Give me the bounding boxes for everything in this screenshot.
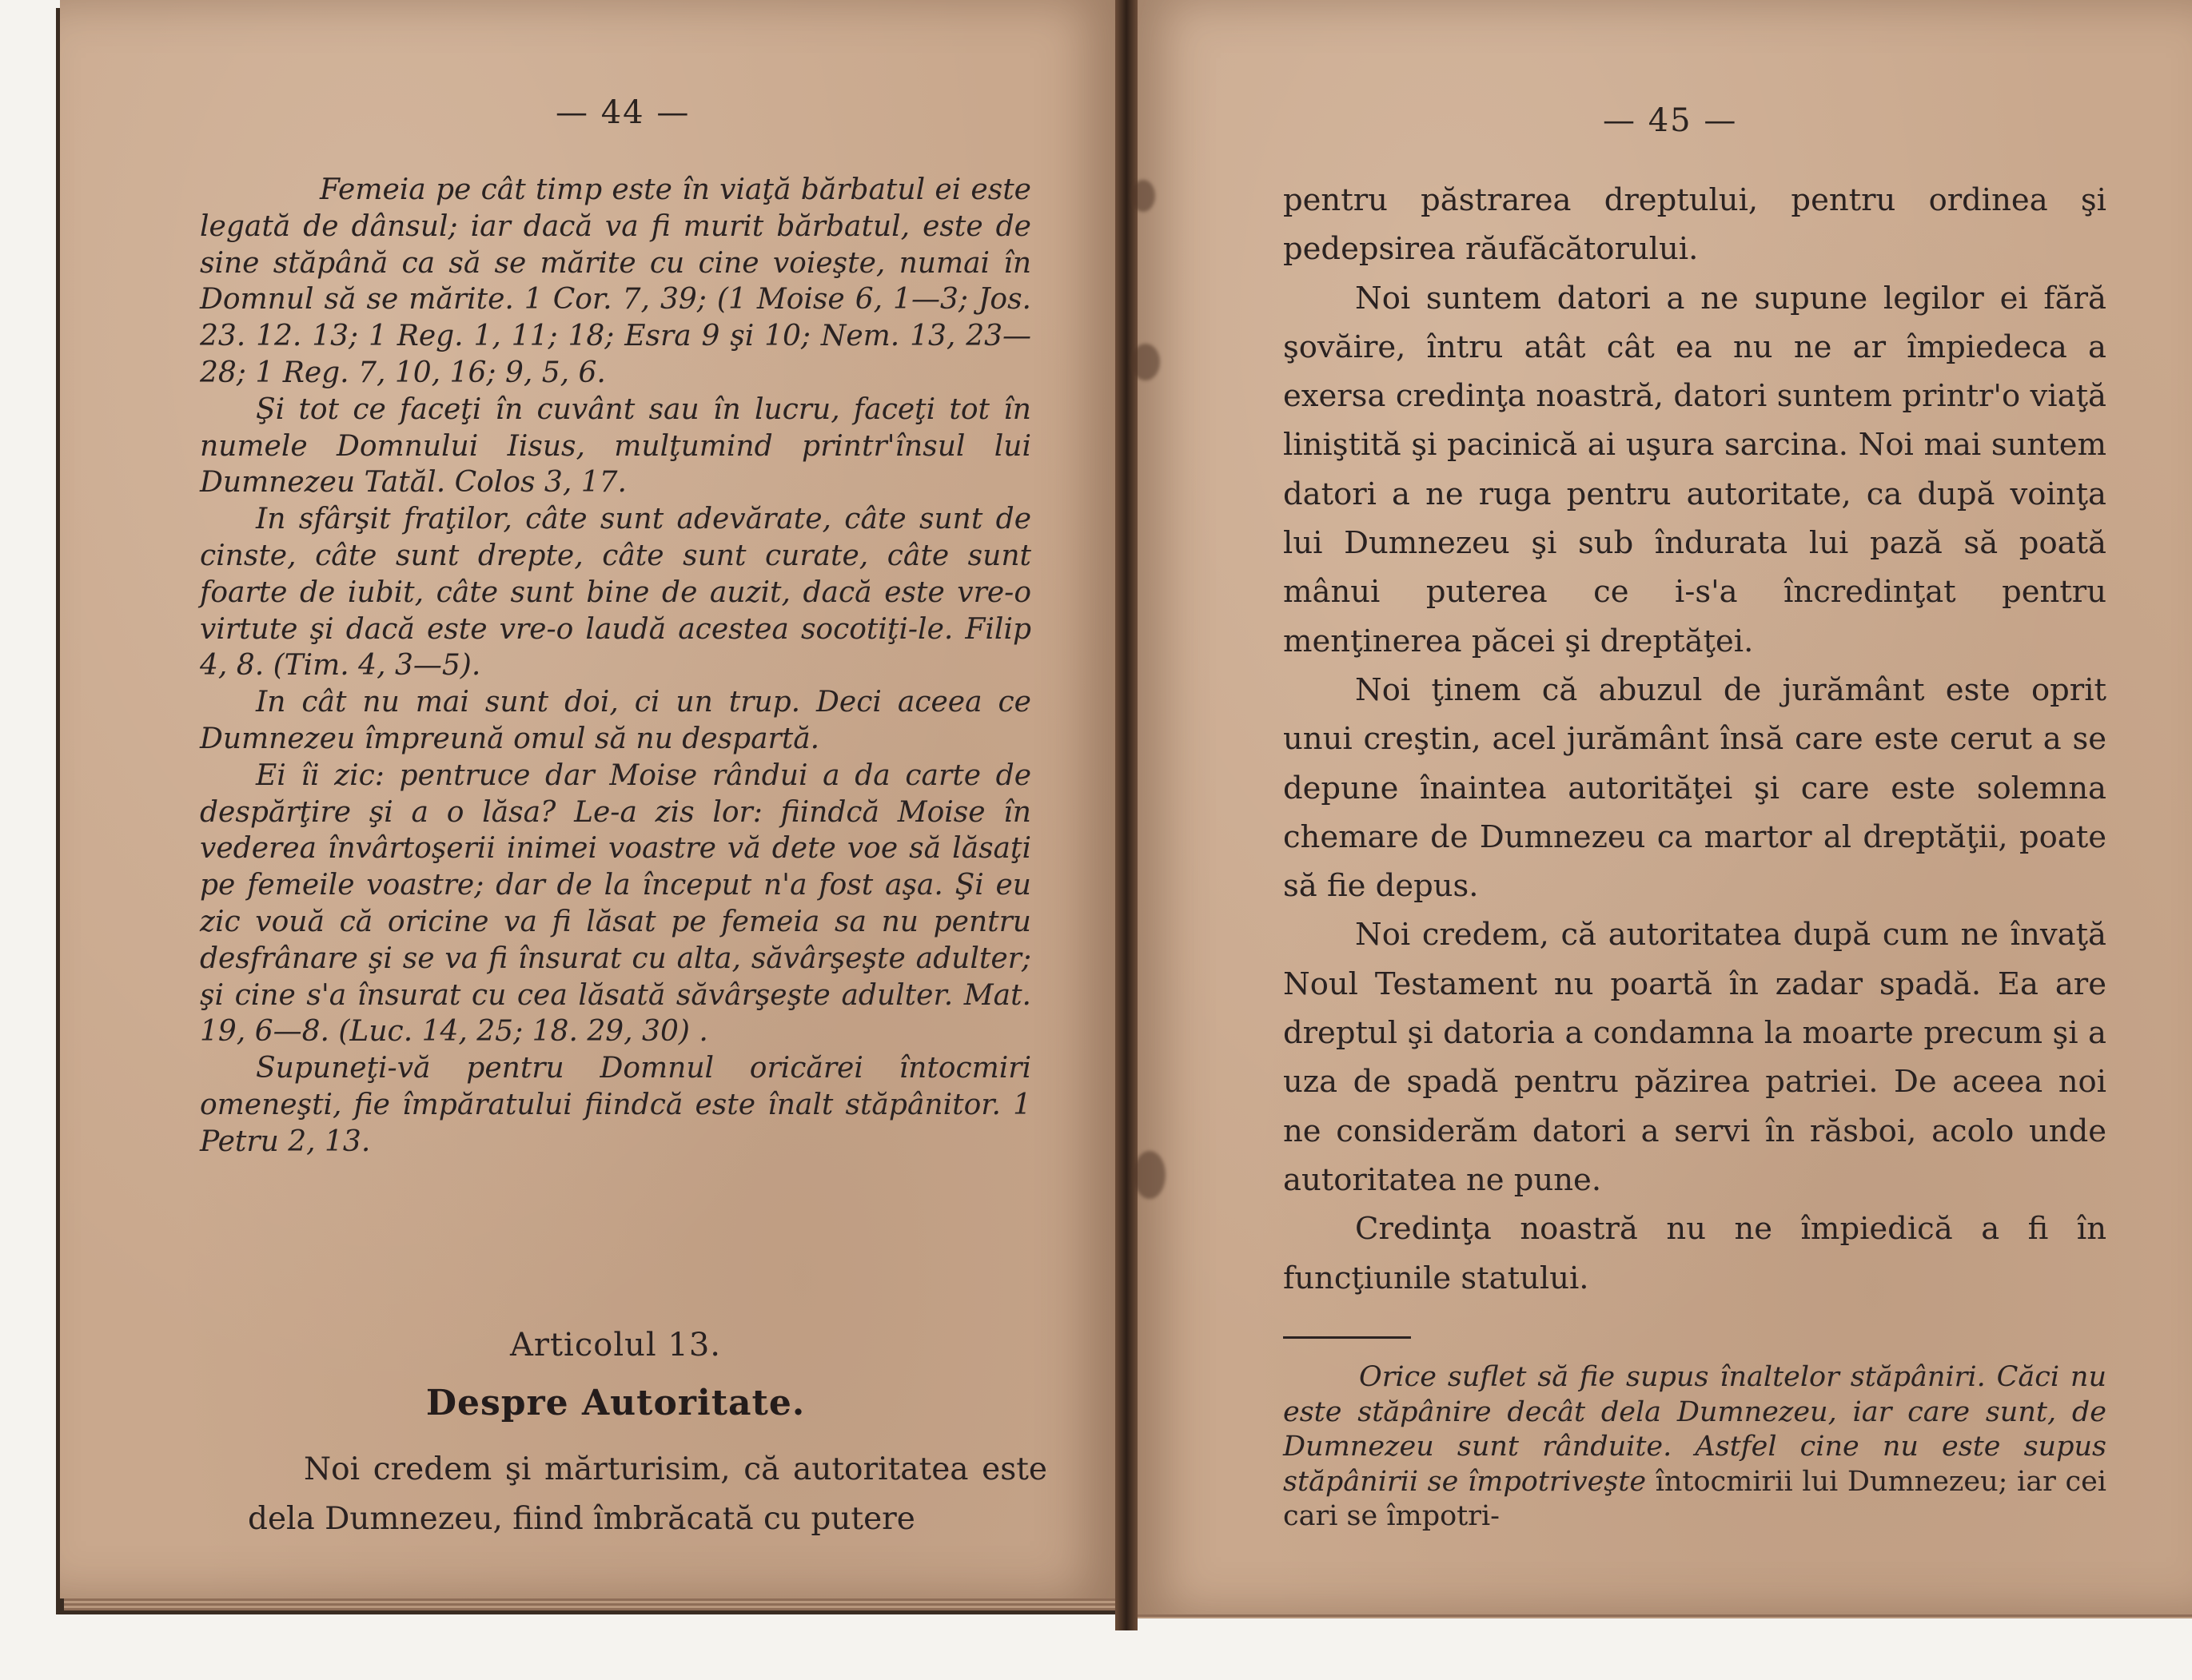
footnote <box>1283 1360 2106 1535</box>
footnote-rule <box>1283 1336 1411 1339</box>
binding-hole-mark <box>1131 344 1160 380</box>
binding-hole-mark <box>1134 1151 1166 1199</box>
right-paragraph-3: Noi ţinem că abuzul de jurământ este oprit unui creştin, acel jurământ însă care este cerut a se depune înaintea autorităţei şi care este solemna chemare de Dumnezeu ca martor al dreptăţii, poate să fie depus. <box>1283 671 2106 905</box>
footnote-paragraph <box>1283 1360 2106 1535</box>
right-page-text <box>1283 176 2106 1303</box>
left-paragraph-2: Şi tot ce faceţi în cuvânt sau în lucru, faceţi tot în numele Domnului Iisus, mulţumind printr'însul lui Dumnezeu Tatăl. Colos 3, 17. <box>200 392 1031 500</box>
footnote-italic-text: Orice suflet să fie supus înaltelor stăpâniri. Căci nu este stăpânire decât dela Dumnezeu, iar care sunt, de Dumnezeu sunt rânduite. Astfel cine nu este supus stăpânirii se împotriveşte <box>1283 1361 2106 1498</box>
left-paragraph-1: Femeia pe cât timp este în viaţă bărbatul ei este legată de dânsul; iar dacă va fi murit bărbatul, este de sine stăpână ca să se mărite cu cine voieşte, numai în Domnul să se mărite. 1 Cor. 7, 39; (1 Moise 6, 1—3; Jos. 23. 12. 13; 1 Reg. 1, 11; 18; Esra 9 şi 10; Nem. 13, 23—28; 1 Reg. 7, 10, 16; 9, 5, 6. <box>200 173 1031 389</box>
right-paragraph-1: pentru păstrarea dreptului, pentru ordinea şi pedepsirea răufăcătorului. <box>1283 182 2106 268</box>
left-body-text <box>248 1445 1047 1544</box>
right-paragraph-2: Noi suntem datori a ne supune legilor ei fără şovăire, întru atât cât ea nu ne ar împiedeca a exersa credinţa noastră, datori suntem printr'o viaţă liniştită şi pacinică ai uşura sarcina. Noi mai suntem datori a ne ruga pentru autoritate, ca după voinţa lui Dumnezeu şi sub îndurata lui pază să poată mânui puterea ce i-s'a încredinţat pentru menţinerea păcei şi dreptăţei. <box>1283 280 2106 659</box>
article-heading: Despre Autoritate. <box>425 1383 806 1423</box>
right-page-number: — 45 — <box>1603 102 1738 139</box>
binding-hole-mark <box>1131 180 1155 212</box>
left-body-paragraph: Noi credem şi mărturisim, că autoritatea este dela Dumnezeu, fiind îmbrăcată cu putere <box>248 1451 1047 1537</box>
left-page-italic-text <box>200 172 1031 1160</box>
left-paragraph-3: In sfârşit fraţilor, câte sunt adevărate, câte sunt de cinste, câte sunt drepte, câte sunt curate, câte sunt foarte de iubit, câte sunt bine de auzit, dacă este vre-o virtute şi dacă este vre-o laudă acestea socotiţi-le. Filip 4, 8. (Tim. 4, 3—5). <box>200 503 1031 683</box>
left-paragraph-5: Ei îi zic: pentruce dar Moise rândui a da carte de despărţire şi a o lăsa? Le-a zis lor: fiindcă Moise în vederea învârtoşerii inimei voastre vă dete voe să lăsaţi pe femeile voastre; dar de la început n'a fost aşa. Şi eu zic vouă că oricine va fi lăsat pe femeia sa nu pentru desfrânare şi se va fi însurat cu alta, săvârşeşte adulter; şi cine s'a însurat cu cea lăsată săvârşeşte adulter. Mat. 19, 6—8. (Luc. 14, 25; 18. 29, 30) . <box>200 758 1031 1049</box>
article-label: Articolul 13. <box>509 1327 722 1364</box>
right-paragraph-5: Credinţa noastră nu ne împiedică a fi în funcţiunile statului. <box>1283 1211 2106 1296</box>
book-gutter <box>1115 0 1138 1630</box>
right-paragraph-4: Noi credem, că autoritatea după cum ne învaţă Noul Testament nu poartă în zadar spadă. Ea are dreptul şi datoria a condamna la moarte precum şi a uza de spadă pentru păzirea patriei. De aceea noi ne considerăm datori a servi în răsboi, acolo unde autoritatea ne pune. <box>1283 917 2106 1198</box>
footnote-upright-text: întocmirii lui Dumnezeu; iar cei cari se împotri- <box>1283 1465 2106 1532</box>
left-paragraph-6: Supuneţi-vă pentru Domnul oricărei întocmiri omeneşti, fie împăratului fiindcă este înalt stăpânitor. 1 Petru 2, 13. <box>200 1052 1031 1158</box>
left-paragraph-4: In cât nu mai sunt doi, ci un trup. Deci aceea ce Dumnezeu împreună omul să nu despartă. <box>200 686 1031 755</box>
left-page-number: — 44 — <box>556 94 691 131</box>
